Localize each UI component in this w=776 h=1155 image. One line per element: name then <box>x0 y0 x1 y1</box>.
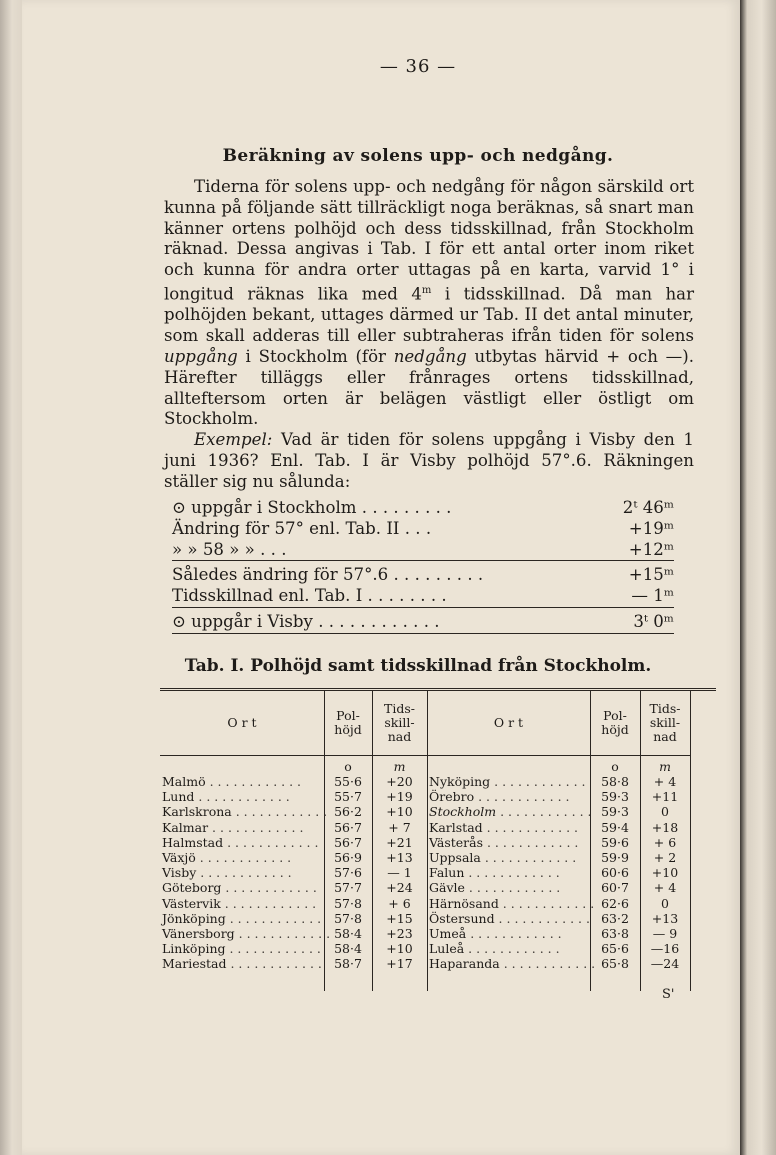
italic-term: nedgång <box>393 346 467 366</box>
leader-dots: . . . . . . . . . . . . <box>221 880 317 896</box>
table-row-place <box>429 895 595 911</box>
calc-row <box>172 586 674 608</box>
table-row-place <box>162 910 322 926</box>
place-name: Kalmar <box>162 819 209 835</box>
table-cell-polhojd: 65·6 <box>601 941 629 957</box>
place-name: Vänersborg <box>162 926 235 941</box>
table-cell-tidsskillnad: — 1 <box>387 865 412 881</box>
leader-dots: . . . . . . . . . . . . <box>498 895 595 911</box>
place-name: Malmö <box>162 774 206 789</box>
table-cell-polhojd: 59·6 <box>601 834 629 850</box>
table-cell-tidsskillnad: +15 <box>386 910 413 926</box>
table-cell-polhojd: 59·3 <box>601 804 629 820</box>
calc-label: » » 58 » » . . . <box>172 539 287 559</box>
table-cell-tidsskillnad: + 2 <box>653 850 677 865</box>
leader-dots: . . . . . . . . . . . . <box>483 834 579 850</box>
table-cell-polhojd: 59·3 <box>601 789 629 805</box>
table-cell-tidsskillnad: +11 <box>651 789 679 805</box>
table-cell-polhojd: 56·2 <box>334 804 362 820</box>
table-cell-tidsskillnad: +19 <box>386 789 413 805</box>
header-ort: O r t <box>160 691 324 756</box>
table-cell-tidsskillnad: + 4 <box>653 774 677 789</box>
table-cell-polhojd: 58·4 <box>334 941 362 957</box>
table-row-place <box>162 865 316 880</box>
unit-minute: m <box>659 759 671 774</box>
column-rule <box>690 691 691 991</box>
header-polhojd: Pol- höjd <box>590 691 640 756</box>
table-row-place <box>162 834 319 850</box>
table-row-place <box>429 926 582 941</box>
leader-dots: . . . . . . . . . . . . <box>466 926 562 941</box>
leader-dots: . . . . . . . . . . . . <box>490 774 586 789</box>
table-cell-polhojd: 57·8 <box>334 910 362 926</box>
table-cell-tidsskillnad: + 6 <box>653 834 677 850</box>
leader-dots: . . . . . . . . . . . . <box>226 956 322 972</box>
table-cell-polhojd: 60·7 <box>601 880 629 896</box>
calc-label: Tidsskillnad enl. Tab. I . . . . . . . . <box>172 586 447 606</box>
table-cell-polhojd: 56·7 <box>334 819 362 835</box>
table-row-place <box>429 835 582 850</box>
place-name: Göteborg <box>162 880 222 896</box>
table-cell-tidsskillnad: 0 <box>661 895 669 911</box>
leader-dots: . . . . . . . . . . . . <box>474 789 570 805</box>
example-label: Exempel: <box>194 430 273 450</box>
table-cell-tidsskillnad: +17 <box>386 956 413 972</box>
leader-dots: . . . . . . . . . . . . <box>464 865 560 881</box>
table-cell-tidsskillnad: +10 <box>386 941 413 957</box>
table-row-place <box>162 820 316 835</box>
leader-dots: . . . . . . . . . . . . <box>231 804 328 820</box>
table-row-place <box>162 896 316 911</box>
place-name: Härnösand <box>429 895 499 911</box>
leader-dots: . . . . . . . . . . . . <box>205 774 302 789</box>
table-row-place <box>162 804 328 820</box>
calc-value: +19ᵐ <box>628 518 674 538</box>
table-cell-polhojd: 57·6 <box>334 865 362 881</box>
table-cell-polhojd: 59·4 <box>601 819 629 835</box>
table-row-place <box>162 850 316 865</box>
table-cell-tidsskillnad: +10 <box>651 865 679 881</box>
place-name: Örebro <box>429 789 475 805</box>
table-cell-polhojd: 62·6 <box>601 895 629 911</box>
text-run: i tidsskillnad. Då man har polhöjden bekant, uttages därmed ur Tab. II det antal minuter, som skall adderas till eller subtraheras ifrån tiden för solens <box>164 284 695 346</box>
table-cell-polhojd: 57·7 <box>334 880 362 896</box>
superscript: m <box>421 284 432 296</box>
calc-label: Således ändring för 57°.6 . . . . . . . . . <box>172 565 484 585</box>
table-row-place <box>429 956 596 972</box>
calc-value: +12ᵐ <box>628 539 674 559</box>
italic-term: uppgång <box>164 346 238 366</box>
table-cell-tidsskillnad: +18 <box>651 819 679 835</box>
place-name: Nyköping <box>429 774 491 789</box>
table-cell-polhojd: 58·7 <box>334 956 362 972</box>
leader-dots: . . . . . . . . . . . . <box>496 804 592 820</box>
place-name: Umeå <box>429 926 467 941</box>
leader-dots: . . . . . . . . . . . . <box>225 941 321 957</box>
leader-dots: . . . . . . . . . . . . <box>480 850 577 865</box>
header-ort: O r t <box>427 691 590 756</box>
table-row-place <box>429 850 582 865</box>
leader-dots: . . . . . . . . . . . . <box>482 819 579 835</box>
leader-dots: . . . . . . . . . . . . <box>234 926 331 941</box>
table-row-place <box>429 774 586 789</box>
table-cell-polhojd: 55·7 <box>334 789 362 805</box>
table-cell-polhojd: 56·9 <box>334 850 362 865</box>
leader-dots: . . . . . . . . . . . . <box>464 941 560 957</box>
table-cell-tidsskillnad: +23 <box>386 926 413 941</box>
table-cell-tidsskillnad: + 7 <box>388 819 411 835</box>
table-cell-polhojd: 58·8 <box>601 774 629 789</box>
table-row-place <box>162 926 331 941</box>
leader-dots: . . . . . . . . . . . . <box>196 865 292 881</box>
leader-dots: . . . . . . . . . . . . <box>220 895 317 911</box>
calc-value: +15ᵐ <box>628 565 674 585</box>
table-cell-tidsskillnad: +13 <box>386 850 413 865</box>
table-cell-polhojd: 56·7 <box>334 834 362 850</box>
calculation-block <box>172 498 674 634</box>
calc-row <box>172 565 674 586</box>
table-row-place <box>162 941 321 957</box>
place-name: Mariestad <box>162 956 227 972</box>
table-cell-polhojd: 63·8 <box>601 926 629 941</box>
text-run: Tiderna för solens upp- och nedgång för någon särskild ort kunna på följande sätt tillräckligt noga beräknas, så snart man känner ortens polhöjd och dess tidsskillnad, från Stockholm räknad. Dessa angivas i Tab. I för ett antal orter inom riket och kunna för andra orter uttagas på en karta, varvid 1° i longitud räknas lika med 4 <box>164 177 694 304</box>
calc-label: Ändring för 57° enl. Tab. II . . . <box>172 518 432 538</box>
place-name: Haparanda <box>429 956 500 972</box>
table-row-place <box>429 820 582 835</box>
calc-row <box>172 519 674 540</box>
table-cell-polhojd: 60·6 <box>601 865 629 881</box>
book-page <box>22 0 740 1155</box>
table-row-place <box>162 774 316 789</box>
table-cell-tidsskillnad: +10 <box>386 804 413 820</box>
calc-row <box>172 540 674 562</box>
table-row-place <box>429 941 582 956</box>
table-row-place <box>429 880 582 895</box>
header-polhojd: Pol- höjd <box>324 691 372 756</box>
table-cell-tidsskillnad: +24 <box>386 880 413 896</box>
table-cell-polhojd: 65·8 <box>601 956 629 972</box>
calc-value: 2ᵗ 46ᵐ <box>622 498 674 517</box>
table-row-place <box>162 956 322 972</box>
place-name: Halmstad <box>162 834 224 850</box>
table-cell-polhojd: 58·4 <box>334 926 362 941</box>
leader-dots: . . . . . . . . . . . . <box>195 850 292 865</box>
header-tidsskillnad: Tids- skill- nad <box>372 691 427 756</box>
unit-minute: m <box>393 759 406 774</box>
table-cell-polhojd: 63·2 <box>601 910 629 926</box>
table-cell-tidsskillnad: +21 <box>386 834 413 850</box>
body-text <box>164 177 694 492</box>
table-cell-tidsskillnad: +13 <box>651 910 679 926</box>
page-edge <box>740 0 776 1155</box>
place-name: Uppsala <box>429 850 481 865</box>
table-cell-tidsskillnad: + 6 <box>388 895 411 911</box>
place-name: Jönköping <box>162 910 226 926</box>
table-cell-tidsskillnad: + 4 <box>653 880 677 896</box>
leader-dots: . . . . . . . . . . . . <box>499 956 596 972</box>
place-name: Västerås <box>429 834 484 850</box>
table-row-place <box>429 804 592 820</box>
calc-value: 3ᵗ 0ᵐ <box>633 611 674 631</box>
place-name: Växjö <box>162 850 196 865</box>
paragraph-intro <box>164 177 694 430</box>
place-name: Gävle <box>429 880 465 896</box>
table-cell-tidsskillnad: +20 <box>386 774 413 789</box>
place-name: Västervik <box>162 895 221 911</box>
place-name: Karlskrona <box>162 804 232 820</box>
table-row-place <box>429 910 590 926</box>
table-row-place <box>162 880 316 895</box>
unit-degree: o <box>611 759 619 774</box>
page-number: — 36 — <box>379 56 457 77</box>
leader-dots: . . . . . . . . . . . . <box>208 819 304 835</box>
leader-dots: . . . . . . . . . . . . <box>194 789 290 805</box>
header-tidsskillnad: Tids- skill- nad <box>640 691 690 756</box>
place-name: Karlstad <box>429 819 483 835</box>
place-name: Luleå <box>429 941 465 957</box>
table-row-place <box>429 789 582 804</box>
table-cell-polhojd: 55·6 <box>334 774 362 789</box>
place-name: Visby <box>162 865 197 881</box>
table-row-place <box>429 865 582 880</box>
table-cell-tidsskillnad: —24 <box>650 956 680 972</box>
calc-label: ⊙ uppgår i Visby . . . . . . . . . . . . <box>172 611 440 631</box>
section-heading: Beräkning av solens upp- och nedgång. <box>222 146 614 166</box>
place-name: Östersund <box>429 910 495 926</box>
text-run: utbytas härvid + och —). Härefter tilläggs eller frånrages ortens tidsskillnad, allteftersom orten är belägen västligt eller östligt om Stockholm. <box>164 346 694 429</box>
place-name: Lund <box>162 789 195 805</box>
place-name: Linköping <box>162 941 226 957</box>
table-cell-tidsskillnad: — 9 <box>652 926 678 941</box>
table-cell-tidsskillnad: —16 <box>650 941 680 957</box>
place-name: Stockholm <box>429 804 497 820</box>
calc-row <box>172 498 674 519</box>
calc-label: ⊙ uppgår i Stockholm . . . . . . . . . <box>172 498 452 517</box>
leader-dots: . . . . . . . . . . . . <box>223 834 319 850</box>
polhojd-table <box>160 688 716 991</box>
calc-row-result <box>172 612 674 634</box>
text-run: i Stockholm (för <box>237 346 394 366</box>
table-row-place <box>162 789 316 804</box>
unit-degree: o <box>344 759 352 774</box>
calc-value: — 1ᵐ <box>631 586 674 606</box>
leader-dots: . . . . . . . . . . . . <box>494 910 590 926</box>
table-title: Tab. I. Polhöjd samt tidsskillnad från Stockholm. <box>184 656 652 676</box>
text-run: Vad är tiden för solens uppgång i Visby den 1 juni 1936? Enl. Tab. I är Visby polhöjd 57°.6. Räkningen ställer sig nu sålunda: <box>164 430 694 491</box>
place-name: Falun <box>429 865 465 881</box>
paragraph-example <box>164 430 694 492</box>
table-cell-polhojd: 59·9 <box>601 850 629 865</box>
leader-dots: . . . . . . . . . . . . <box>464 880 561 896</box>
leader-dots: . . . . . . . . . . . . <box>225 910 322 926</box>
signature-mark: S' <box>662 987 675 1002</box>
table-cell-polhojd: 57·8 <box>334 895 362 911</box>
table-cell-tidsskillnad: 0 <box>661 804 669 820</box>
